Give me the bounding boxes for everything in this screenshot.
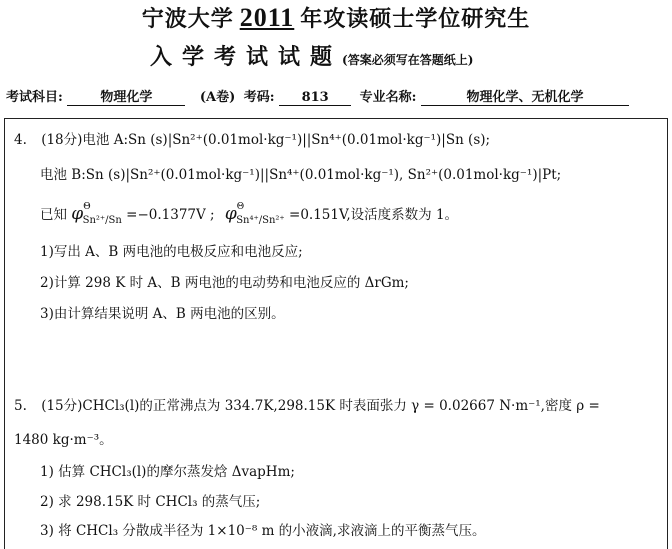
q4-line-cellB	[40, 163, 561, 183]
phi1-subscript: Sn²⁺/Sn	[82, 214, 122, 226]
phi1-value: =−0.1377V ;	[126, 207, 215, 223]
q5-line1	[14, 394, 600, 414]
phi-symbol-1: φ	[71, 204, 84, 224]
answer-note: (答案必须写在答题纸上)	[342, 53, 474, 67]
exam-subtitle	[150, 40, 473, 71]
q5-text1: (15分)CHCl₃(l)的正常沸点为 334.7K,298.15K 时表面张力 γ = 0.02667 N·m⁻¹,密度 ρ =	[41, 398, 600, 414]
q4-cellA: 电池 A:Sn (s)|Sn²⁺(0.01mol·kg⁻¹)||Sn⁴⁺(0.01mol·kg⁻¹)|Sn (s);	[82, 132, 491, 148]
q4-given-line	[40, 202, 458, 226]
q4-item2: 2)计算 298 K 时 A、B 两电池的电动势和电池反应的 ΔrGm;	[40, 275, 409, 291]
q4-number: 4.	[14, 132, 27, 148]
code-label: 考码:	[243, 90, 275, 105]
code-value: 813	[279, 90, 351, 106]
q5-line2: 1480 kg·m⁻³。	[14, 432, 113, 448]
q4-item3: 3)由计算结果说明 A、B 两电池的区别。	[40, 306, 285, 322]
theta-1: Θ	[83, 202, 91, 212]
phi2-subscript: Sn⁴⁺/Sn²⁺	[236, 214, 285, 226]
q4-line-cellA	[14, 128, 490, 148]
title-rest: 年攻读硕士学位研究生	[300, 6, 531, 32]
q4-item1: 1)写出 A、B 两电池的电极反应和电池反应;	[40, 244, 303, 260]
q5-item2: 2) 求 298.15K 时 CHCl₃ 的蒸气压;	[40, 494, 261, 510]
phi-symbol-2: φ	[224, 204, 237, 224]
exam-title	[0, 2, 672, 33]
major-label: 专业名称:	[359, 90, 417, 105]
exam-meta	[6, 86, 629, 106]
q4-given-prefix: 已知	[40, 207, 67, 223]
subject-label: 考试科目:	[6, 90, 63, 105]
theta-2: Θ	[236, 202, 245, 212]
major-value: 物理化学、无机化学	[421, 86, 629, 106]
q5-number: 5.	[14, 398, 27, 414]
title-year: 2011	[239, 3, 295, 32]
paper-type: (A卷)	[199, 90, 236, 105]
q5-item1: 1) 估算 CHCl₃(l)的摩尔蒸发焓 ΔvapHm;	[40, 464, 295, 480]
subtitle-text: 入学考试试题	[150, 44, 343, 70]
phi2-value: =0.151V,设活度系数为 1。	[289, 207, 459, 223]
q4-cellB: 电池 B:Sn (s)|Sn²⁺(0.01mol·kg⁻¹)||Sn⁴⁺(0.01mol·kg⁻¹), Sn²⁺(0.01mol·kg⁻¹)|Pt;	[40, 167, 562, 183]
q4-score: (18分)	[41, 132, 83, 148]
subject-value: 物理化学	[67, 86, 185, 106]
q5-item3: 3) 将 CHCl₃ 分散成半径为 1×10⁻⁸ m 的小液滴,求液滴上的平衡蒸气压。	[40, 523, 486, 539]
title-school: 宁波大学	[141, 6, 234, 32]
